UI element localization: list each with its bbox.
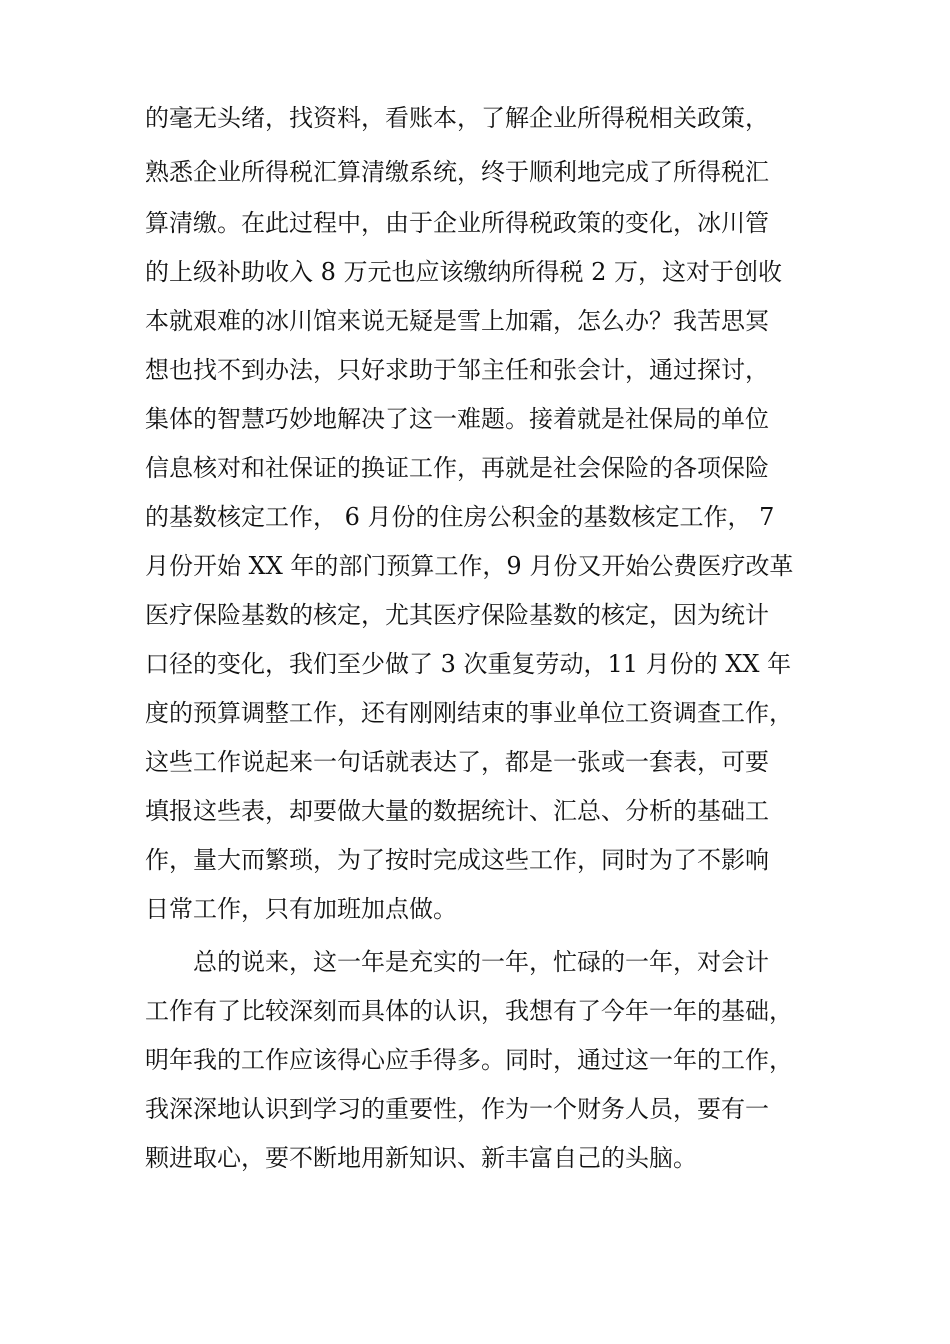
paragraph-1-line-2: 熟悉企业所得税汇算清缴系统，终于顺利地完成了所得税汇 <box>145 158 769 186</box>
paragraph-1-line-11: 医疗保险基数的核定，尤其医疗保险基数的核定，因为统计 <box>145 601 769 629</box>
paragraph-2-line-5: 颗进取心，要不断地用新知识、新丰富自己的头脑。 <box>145 1144 697 1172</box>
paragraph-2-line-2: 工作有了比较深刻而具体的认识，我想有了今年一年的基础， <box>145 997 793 1025</box>
paragraph-1-line-12: 口径的变化，我们至少做了 3 次重复劳动，11 月份的 XX 年 <box>145 650 792 678</box>
paragraph-1-line-9: 的基数核定工作， 6 月份的住房公积金的基数核定工作， 7 <box>145 503 775 531</box>
paragraph-1-line-4: 的上级补助收入 8 万元也应该缴纳所得税 2 万，这对于创收 <box>145 258 783 286</box>
paragraph-1-line-1: 的毫无头绪，找资料，看账本，了解企业所得税相关政策， <box>145 104 769 132</box>
paragraph-1-line-15: 填报这些表，却要做大量的数据统计、汇总、分析的基础工 <box>145 797 769 825</box>
paragraph-1-line-10: 月份开始 XX 年的部门预算工作，9 月份又开始公费医疗改革 <box>145 552 794 580</box>
paragraph-2-line-3: 明年我的工作应该得心应手得多。同时，通过这一年的工作， <box>145 1046 793 1074</box>
paragraph-1-line-3: 算清缴。在此过程中，由于企业所得税政策的变化，冰川管 <box>145 209 769 237</box>
paragraph-1-line-5: 本就艰难的冰川馆来说无疑是雪上加霜，怎么办？我苦思冥 <box>145 307 769 335</box>
paragraph-1-line-6: 想也找不到办法，只好求助于邹主任和张会计，通过探讨， <box>145 356 769 384</box>
paragraph-1-line-7: 集体的智慧巧妙地解决了这一难题。接着就是社保局的单位 <box>145 405 769 433</box>
paragraph-1-line-17: 日常工作，只有加班加点做。 <box>145 895 457 923</box>
paragraph-1-line-14: 这些工作说起来一句话就表达了，都是一张或一套表，可要 <box>145 748 769 776</box>
paragraph-1-line-13: 度的预算调整工作，还有刚刚结束的事业单位工资调查工作， <box>145 699 793 727</box>
paragraph-1-line-16: 作，量大而繁琐，为了按时完成这些工作，同时为了不影响 <box>145 846 769 874</box>
paragraph-2-line-4: 我深深地认识到学习的重要性，作为一个财务人员，要有一 <box>145 1095 769 1123</box>
paragraph-1-line-8: 信息核对和社保证的换证工作，再就是社会保险的各项保险 <box>145 454 769 482</box>
paragraph-2-line-1: 总的说来，这一年是充实的一年，忙碌的一年，对会计 <box>193 948 769 976</box>
